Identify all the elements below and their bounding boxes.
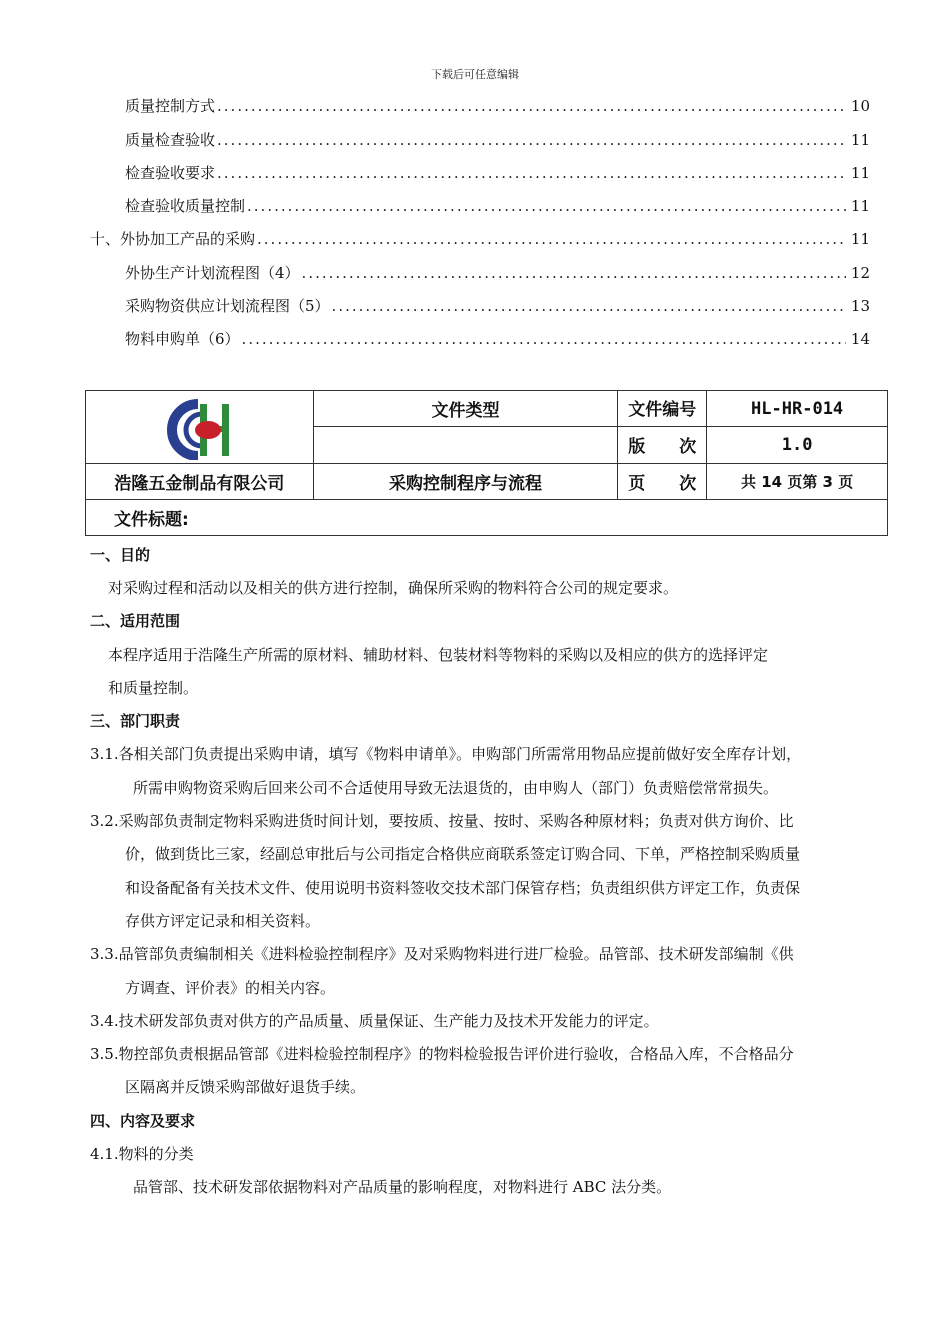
paragraph-line: 3.3.品管部负责编制相关《进料检验控制程序》及对采购物料进行进厂检验。品管部、技术研发部编制《供 <box>90 945 794 964</box>
toc-entry[interactable] <box>90 250 870 283</box>
toc-entry-label: 检查验收要求 <box>125 163 216 182</box>
page-label: 页 次 <box>618 463 707 499</box>
logo-red-dot <box>195 421 221 439</box>
toc-entry[interactable] <box>90 217 870 250</box>
document-body <box>90 538 890 1204</box>
paragraph-line: 3.4.技术研发部负责对供方的产品质量、质量保证、生产能力及技术开发能力的评定。 <box>90 1011 659 1030</box>
doc-no-label-cell <box>618 391 707 427</box>
company-logo-cell <box>86 391 314 464</box>
doc-name: 采购控制程序与流程 <box>313 463 618 499</box>
paragraph-line: 对采购过程和活动以及相关的供方进行控制，确保所采购的物料符合公司的规定要求。 <box>108 578 679 597</box>
toc-leader-dots <box>257 228 846 250</box>
company-logo-icon <box>154 398 244 460</box>
section-heading: 三、部门职责 <box>90 712 181 731</box>
page-value: 共 14 页第 3 页 <box>707 463 888 499</box>
watermark-text: 下载后可任意编辑 <box>431 68 519 81</box>
toc-entry-label: 质量控制方式 <box>125 97 216 116</box>
document-header-table <box>85 390 888 536</box>
toc-entry-label: 物料申购单（6） <box>125 330 240 349</box>
toc-entry-page: 11 <box>850 230 870 249</box>
paragraph-line: 所需申购物资采购后回来公司不合适使用导致无法退货的，由申购人（部门）负责赔偿常常损失。 <box>133 778 779 797</box>
section-heading: 四、内容及要求 <box>90 1111 196 1130</box>
toc-leader-dots <box>242 328 846 350</box>
toc-entry-page: 11 <box>850 197 870 216</box>
paragraph-line: 存供方评定记录和相关资料。 <box>125 911 321 930</box>
paragraph-line: 和质量控制。 <box>108 678 199 697</box>
version-label: 版 次 <box>618 427 707 463</box>
version-value: 1.0 <box>707 427 888 463</box>
table-of-contents <box>90 84 870 350</box>
toc-entry[interactable] <box>90 317 870 350</box>
toc-leader-dots <box>247 195 846 217</box>
toc-entry-label: 十、外协加工产品的采购 <box>90 230 256 249</box>
doc-no-value: HL-HR-014 <box>707 391 888 427</box>
toc-entry-page: 11 <box>850 163 870 182</box>
paragraph-line: 3.2.采购部负责制定物料采购进货时间计划，要按质、按量、按时、采购各种原材料；负责对供方询价、比 <box>90 812 794 831</box>
doc-type-value <box>313 427 618 463</box>
paragraph-line: 3.5.物控部负责根据品管部《进料检验控制程序》的物料检验报告评价进行验收，合格品入库，不合格品分 <box>90 1045 794 1064</box>
paragraph-line: 价，做到货比三家，经副总审批后与公司指定合格供应商联系签定订购合同、下单，严格控制采购质量 <box>125 845 801 864</box>
toc-leader-dots <box>332 295 846 317</box>
toc-entry[interactable] <box>90 184 870 217</box>
paragraph-line: 方调查、评价表》的相关内容。 <box>125 978 336 997</box>
doc-no-label: 文件编号 <box>628 399 697 420</box>
toc-entry-label: 检查验收质量控制 <box>125 197 246 216</box>
toc-entry-label: 采购物资供应计划流程图（5） <box>125 297 330 316</box>
subsection-heading: 4.1.物料的分类 <box>90 1144 194 1163</box>
paragraph-line: 3.1.各相关部门负责提出采购申请，填写《物料申请单》。申购部门所需常用物品应提前做好安全库存计划， <box>90 745 802 764</box>
paragraph-line: 本程序适用于浩隆生产所需的原材料、辅助材料、包装材料等物料的采购以及相应的供方的选择评定 <box>108 645 769 664</box>
toc-entry-page: 12 <box>850 263 870 282</box>
section-heading: 二、适用范围 <box>90 612 181 631</box>
doc-type-label: 文件类型 <box>313 391 618 427</box>
toc-entry[interactable] <box>90 151 870 184</box>
toc-entry-page: 14 <box>850 330 870 349</box>
toc-leader-dots <box>217 95 846 117</box>
paragraph-line: 和设备配备有关技术文件、使用说明书资料签收交技术部门保管存档；负责组织供方评定工作，负责保 <box>125 878 801 897</box>
company-name: 浩隆五金制品有限公司 <box>86 463 314 499</box>
toc-entry-page: 10 <box>850 97 870 116</box>
toc-leader-dots <box>217 129 846 151</box>
section-heading: 一、目的 <box>90 545 151 564</box>
toc-entry[interactable] <box>90 84 870 117</box>
toc-entry-page: 13 <box>850 297 870 316</box>
toc-entry[interactable] <box>90 284 870 317</box>
toc-entry-label: 外协生产计划流程图（4） <box>125 263 300 282</box>
toc-entry-page: 11 <box>850 130 870 149</box>
toc-entry[interactable] <box>90 117 870 150</box>
paragraph-line: 区隔离并反馈采购部做好退货手续。 <box>125 1078 366 1097</box>
doc-title-label: 文件标题: <box>86 499 888 535</box>
toc-leader-dots <box>302 262 846 284</box>
toc-leader-dots <box>217 162 846 184</box>
toc-entry-label: 质量检查验收 <box>125 130 216 149</box>
paragraph-line: 品管部、技术研发部依据物料对产品质量的影响程度，对物料进行 ABC 法分类。 <box>133 1178 672 1197</box>
